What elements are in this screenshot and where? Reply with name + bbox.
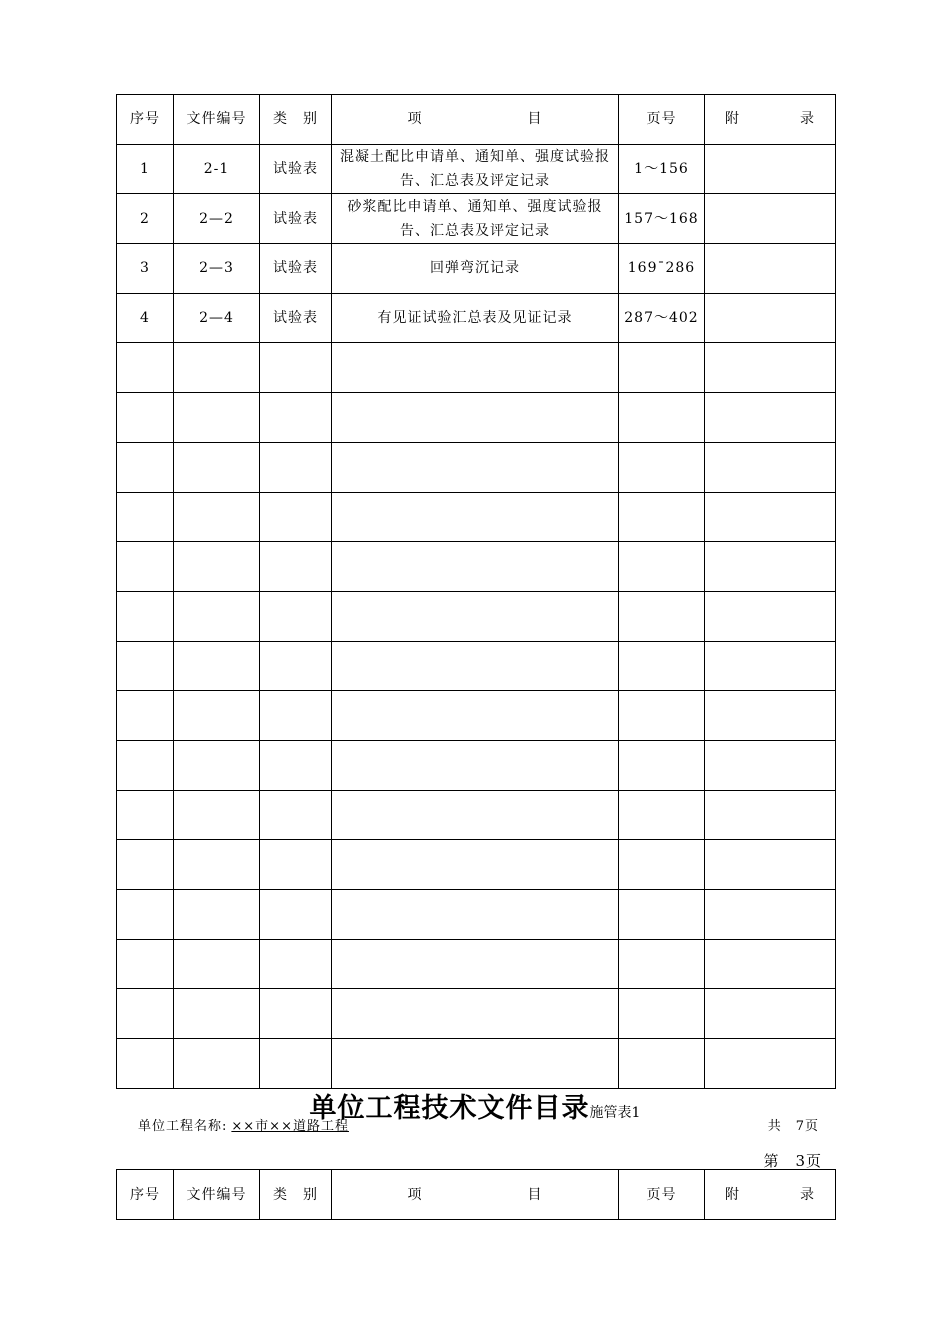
table-header-row	[117, 95, 836, 145]
table-row	[117, 194, 836, 244]
cell-appendix	[705, 194, 836, 244]
directory-table-next	[116, 1169, 836, 1220]
cell-appendix	[705, 244, 836, 294]
empty-row	[117, 890, 836, 940]
page-number: 第 3页	[763, 1152, 822, 1170]
header-appendix: 附 录	[705, 1170, 836, 1220]
cell-category: 试验表	[260, 244, 332, 294]
table-row	[117, 244, 836, 294]
cell-item: 回弹弯沉记录	[332, 244, 619, 294]
empty-row	[117, 1039, 836, 1089]
empty-row	[117, 343, 836, 393]
empty-row	[117, 989, 836, 1039]
header-item: 项 目	[332, 95, 619, 145]
table-header-row	[117, 1170, 836, 1220]
empty-row	[117, 591, 836, 641]
cell-category: 试验表	[260, 144, 332, 194]
header-category: 类 别	[260, 95, 332, 145]
header-page: 页号	[619, 95, 705, 145]
cell-category: 试验表	[260, 194, 332, 244]
cell-category: 试验表	[260, 293, 332, 343]
empty-row	[117, 641, 836, 691]
empty-row	[117, 790, 836, 840]
header-file-no: 文件编号	[174, 1170, 260, 1220]
empty-row	[117, 542, 836, 592]
total-pages: 共 7页	[767, 1119, 819, 1134]
directory-table	[116, 94, 836, 1089]
header-seq: 序号	[117, 1170, 174, 1220]
cell-seq: 4	[117, 293, 174, 343]
unit-name-line	[138, 1115, 353, 1134]
empty-row	[117, 492, 836, 542]
document-title: 单位工程技术文件目录	[309, 1093, 590, 1124]
cell-appendix	[705, 293, 836, 343]
header-appendix: 附 录	[705, 95, 836, 145]
cell-file-no: 2-1	[174, 144, 260, 194]
cell-page: 287～402	[619, 293, 705, 343]
table-row	[117, 144, 836, 194]
cell-item: 有见证试验汇总表及见证记录	[332, 293, 619, 343]
unit-name-value: ××市××道路工程	[231, 1119, 349, 1134]
empty-row	[117, 393, 836, 443]
cell-file-no: 2—2	[174, 194, 260, 244]
unit-name-label: 单位工程名称:	[138, 1119, 228, 1134]
header-item: 项 目	[332, 1170, 619, 1220]
cell-page: 157～168	[619, 194, 705, 244]
cell-seq: 2	[117, 194, 174, 244]
empty-row	[117, 442, 836, 492]
cell-seq: 1	[117, 144, 174, 194]
empty-row	[117, 691, 836, 741]
cell-item: 混凝土配比申请单、通知单、强度试验报告、汇总表及评定记录	[332, 144, 619, 194]
header-file-no: 文件编号	[174, 95, 260, 145]
cell-page: 1～156	[619, 144, 705, 194]
header-page: 页号	[619, 1170, 705, 1220]
cell-file-no: 2—4	[174, 293, 260, 343]
cell-item: 砂浆配比申请单、通知单、强度试验报告、汇总表及评定记录	[332, 194, 619, 244]
table-row	[117, 293, 836, 343]
empty-row	[117, 740, 836, 790]
empty-row	[117, 840, 836, 890]
header-category: 类 别	[260, 1170, 332, 1220]
cell-page: 169¯286	[619, 244, 705, 294]
cell-appendix	[705, 144, 836, 194]
empty-row	[117, 939, 836, 989]
header-seq: 序号	[117, 95, 174, 145]
cell-seq: 3	[117, 244, 174, 294]
form-code: 施管表1	[589, 1105, 641, 1121]
cell-file-no: 2—3	[174, 244, 260, 294]
